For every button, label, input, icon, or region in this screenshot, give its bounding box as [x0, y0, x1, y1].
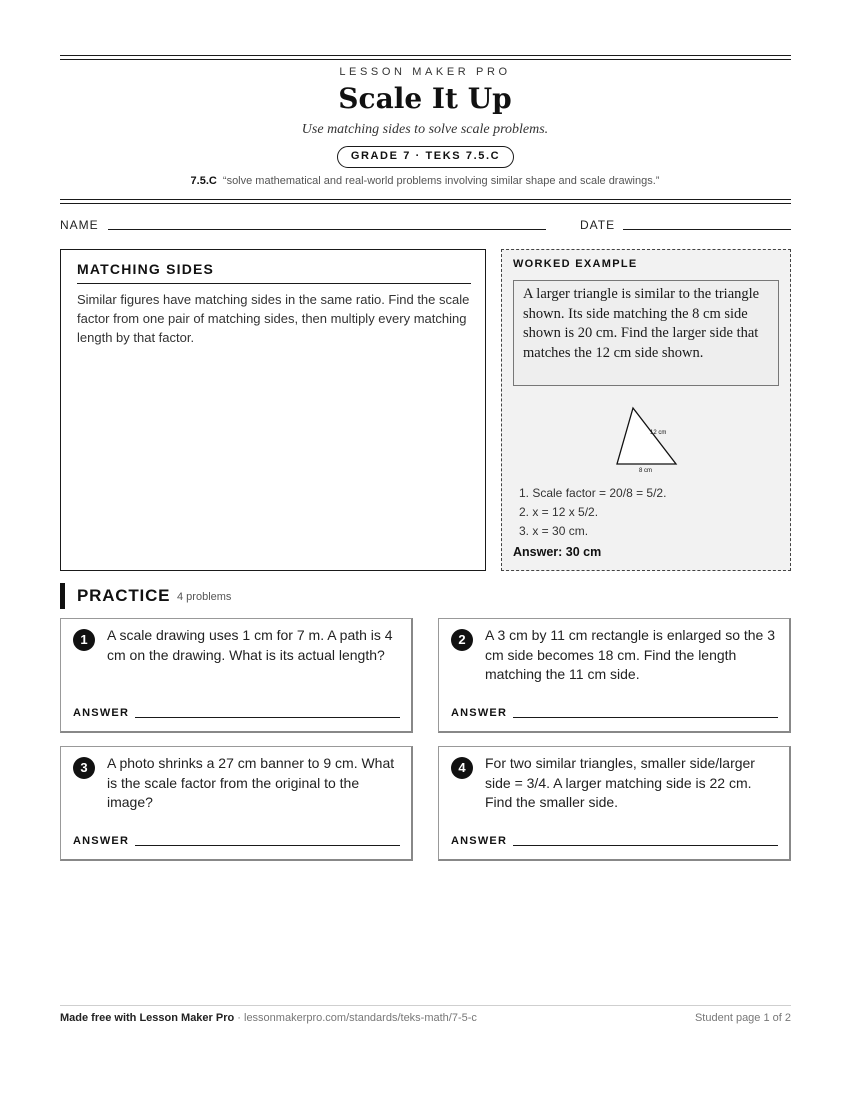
footer-made-with: Made free with Lesson Maker Pro: [60, 1012, 235, 1024]
date-field[interactable]: [623, 229, 791, 230]
top-rule-inner: [60, 59, 791, 60]
problem-text: A 3 cm by 11 cm rectangle is enlarged so the 3 cm side becomes 18 cm. Find the length matching the 11 cm side.: [485, 627, 776, 682]
standard-text: “solve mathematical and real-world problems involving similar shape and scale drawings.”: [222, 175, 660, 187]
answer-field[interactable]: [135, 845, 400, 846]
problem-card-4: [438, 746, 791, 861]
date-label: DATE: [580, 218, 616, 232]
matching-sides-heading: MATCHING SIDES: [77, 261, 215, 277]
answer-label: ANSWER: [73, 835, 130, 847]
triangle-label-12cm: 12 cm: [650, 430, 667, 436]
triangle-shape: [617, 408, 676, 464]
matching-sides-body: Similar figures have matching sides in the same ratio. Find the scale factor from one pair of matching sides, then multiply every matching length by that factor.: [77, 292, 470, 345]
header-bottom-rule: [60, 203, 791, 204]
matching-sides-rule: [77, 283, 471, 284]
worked-example-answer: Answer: 30 cm: [513, 545, 602, 559]
worked-example-heading: WORKED EXAMPLE: [513, 258, 638, 270]
answer-label: ANSWER: [451, 835, 508, 847]
footer-credit: [60, 1012, 477, 1024]
answer-label: ANSWER: [73, 707, 130, 719]
problem-text: A photo shrinks a 27 cm banner to 9 cm. What is the scale factor from the original to the image?: [107, 755, 395, 810]
brand-name: LESSON MAKER PRO: [339, 66, 511, 78]
answer-field[interactable]: [135, 717, 400, 718]
practice-accent-bar: [60, 583, 65, 609]
step-1: 1. Scale factor = 20/8 = 5/2.: [519, 486, 667, 500]
footer-rule: [60, 1005, 791, 1006]
footer-page-number: Student page 1 of 2: [694, 1012, 791, 1024]
standard-code: 7.5.C: [190, 175, 217, 187]
problem-number-badge: 1: [73, 629, 95, 651]
name-field[interactable]: [108, 229, 546, 230]
answer-field[interactable]: [513, 717, 778, 718]
matching-sides-panel: [60, 249, 486, 571]
problem-text: For two similar triangles, smaller side/larger side = 3/4. A larger matching side is 22 cm. Find the smaller side.: [485, 755, 755, 810]
answer-label: ANSWER: [451, 707, 508, 719]
grade-badge: GRADE 7 · TEKS 7.5.C: [337, 146, 514, 168]
problem-text: A scale drawing uses 1 cm for 7 m. A path is 4 cm on the drawing. What is its actual length?: [107, 627, 393, 663]
page-title: Scale It Up: [338, 82, 512, 115]
practice-title: PRACTICE: [77, 586, 171, 605]
problem-card-2: [438, 618, 791, 733]
answer-field[interactable]: [513, 845, 778, 846]
practice-count: 4 problems: [177, 591, 232, 603]
triangle-label-8cm: 8 cm: [639, 468, 653, 474]
step-2: 2. x = 12 x 5/2.: [519, 505, 599, 519]
worked-example-panel: [501, 249, 791, 571]
top-rule: [60, 55, 791, 56]
problem-card-1: [60, 618, 413, 733]
header-bottom-rule-inner: [60, 199, 791, 200]
problem-number-badge: 3: [73, 757, 95, 779]
worked-example-steps: [519, 484, 666, 541]
step-3: 3. x = 30 cm.: [519, 524, 589, 538]
problem-number-badge: 2: [451, 629, 473, 651]
name-label: NAME: [60, 218, 99, 232]
page-subtitle: Use matching sides to solve scale problems.: [301, 122, 549, 137]
footer-link[interactable]: · lessonmakerpro.com/standards/teks-math/7-5-c: [234, 1012, 477, 1024]
standard-line: [0, 175, 850, 187]
worked-example-prompt: A larger triangle is similar to the triangle shown. Its side matching the 8 cm side shown is 20 cm. Find the larger side that matches the 12 cm side shown.: [513, 280, 779, 386]
problem-card-3: [60, 746, 413, 861]
problem-number-badge: 4: [451, 757, 473, 779]
